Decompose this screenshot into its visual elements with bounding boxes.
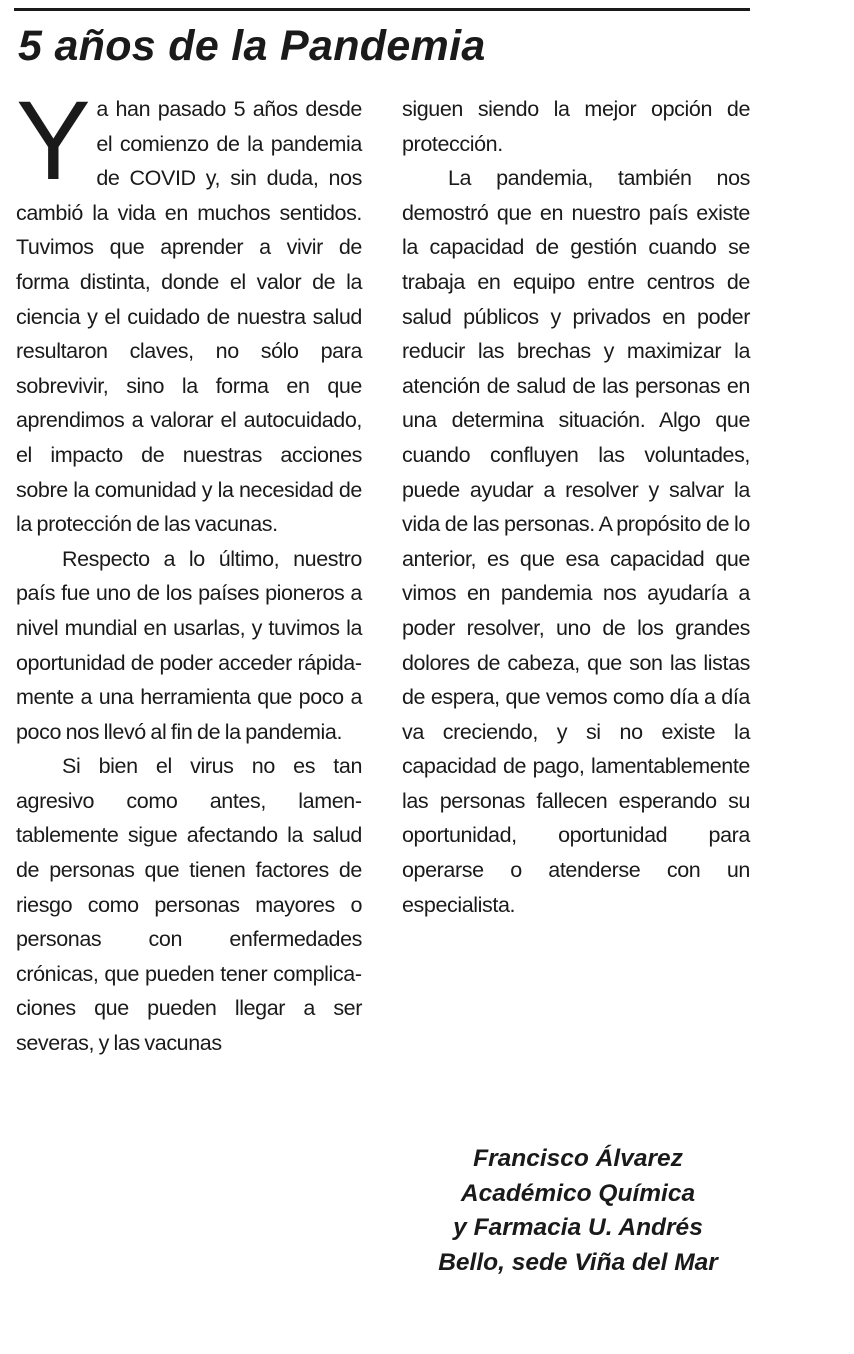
paragraph-1-text: a han pasado 5 años desde el comienzo de la pandemia de COVID y, sin duda, nos cambió la vida en muchos sentidos. Tuvimos que aprender a vivir de forma distinta, donde el valor de la ciencia y el cuidado de nuestra salud resultaron claves, no sólo para sobrevivir, sino la forma en que aprendimos a valorar el autocuidado, el impacto de nuestras acciones sobre la comunidad y la necesidad de la protección de las vacunas. [16, 97, 362, 537]
author-name: Francisco Álvarez [473, 1145, 683, 1172]
author-signature [402, 1142, 754, 1280]
paragraph-3: Si bien el virus no es tan agresivo como antes, lamentablemente sigue afectando la salud de personas que tienen factores de riesgo como personas mayores o personas con enfermedades crónicas, que pueden tener complicaciones que pueden llegar a ser severas, y las vacunas [16, 754, 362, 1056]
drop-cap: Y [16, 78, 91, 203]
author-role-line-2: y Farmacia U. Andrés [453, 1214, 703, 1242]
top-rule [14, 8, 750, 11]
paragraph-3-continued: siguen siendo la mejor opción de protección. [402, 97, 750, 156]
article-title: 5 años de la Pandemia [18, 22, 486, 70]
paragraph-4: La pandemia, también nos demostró que en nuestro país existe la capacidad de gestión cuando se trabaja en equipo entre centros de salud públicos y privados en poder reducir las brechas y maximizar la atención de salud de las personas en una determina situación. Algo que cuando confluyen las voluntades, puede ayudar a resolver y salvar la vida de las personas. A propósito de lo anterior, es que esa capacidad que vimos en pandemia nos ayudaría a poder resolver, uno de los grandes dolores de cabeza, que son las listas de espera, que vemos como día a día va creciendo, y si no existe la capacidad de pago, lamentablemente las personas fallecen esperando su oportunidad, oportunidad para operarse o atenderse con un especialista. [402, 166, 750, 917]
right-column [402, 92, 750, 922]
author-role-line-1: Académico Química [460, 1179, 696, 1207]
paragraph-1 [16, 78, 362, 542]
left-column [16, 78, 362, 1061]
author-role-line-3: Bello, sede Viña del Mar [438, 1248, 718, 1276]
paragraph-2: Respecto a lo último, nuestro país fue uno de los países pioneros a nivel mundial en usarlas, y tuvimos la oportunidad de poder acceder rápidamente a una herramienta que poco a poco nos llevó al fin de la pandemia. [16, 546, 362, 744]
